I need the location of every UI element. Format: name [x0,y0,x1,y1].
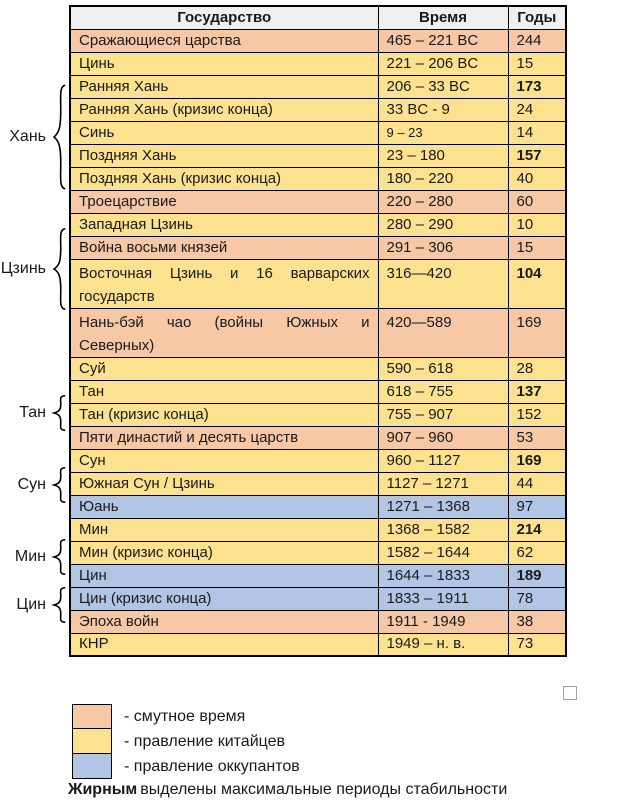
time-cell: 33 BC - 9 [378,98,508,121]
header-row [70,6,566,29]
table-row [70,308,566,357]
time-cell: 316—420 [378,259,508,308]
years-cell: 40 [508,167,566,190]
time-cell: 1644 – 1833 [378,564,508,587]
years-cell: 97 [508,495,566,518]
state-cell: Троецарствие [70,190,378,213]
note-text: выделены максимальные периоды стабильности [140,781,508,798]
time-cell: 206 – 33 BC [378,75,508,98]
legend-item-unrest [72,704,300,729]
dynasty-table [69,5,567,657]
state-cell: Тан (кризис конца) [70,403,378,426]
state-cell: Война восьми князей [70,236,378,259]
left-brace-icon [51,395,66,431]
time-cell: 755 – 907 [378,403,508,426]
legend-swatch-unrest [72,704,112,730]
years-cell: 214 [508,518,566,541]
state-cell: Сун [70,449,378,472]
group-label: Сун [17,476,46,493]
table-row [70,380,566,403]
legend-item-chinese [72,729,300,754]
state-cell: Ранняя Хань [70,75,378,98]
table-row [70,633,566,656]
time-cell: 1833 – 1911 [378,587,508,610]
group-label: Хань [9,128,46,145]
note-bold-word: Жирным [68,781,138,798]
legend-swatch-chinese [72,728,112,754]
time-cell: 280 – 290 [378,213,508,236]
state-cell: Западная Цзинь [70,213,378,236]
table-row [70,144,566,167]
table-row [70,564,566,587]
bold-note [68,781,507,799]
time-cell: 1949 – н. в. [378,633,508,656]
state-cell: Эпоха войн [70,610,378,633]
table-row [70,357,566,380]
time-cell: 9 – 23 [378,121,508,144]
table-row [70,541,566,564]
dynasty-group-jin [0,221,68,317]
table-row [70,426,566,449]
years-cell: 137 [508,380,566,403]
years-cell: 169 [508,449,566,472]
legend [72,704,300,779]
years-cell: 73 [508,633,566,656]
years-cell: 53 [508,426,566,449]
dynasty-group-tang [0,389,68,437]
time-cell: 23 – 180 [378,144,508,167]
dynasty-group-han [0,77,68,197]
legend-label: - правление оккупантов [124,757,300,775]
dynasty-group-qing [0,581,68,629]
table-row [70,52,566,75]
time-cell: 618 – 755 [378,380,508,403]
table-row [70,75,566,98]
group-label: Мин [14,548,46,565]
legend-item-occupiers [72,754,300,779]
state-cell: Поздняя Хань [70,144,378,167]
time-cell: 1127 – 1271 [378,472,508,495]
state-cell: Восточная Цзинь и 16 варварских государств [70,259,378,308]
table-row [70,587,566,610]
state-cell: Мин [70,518,378,541]
state-cell: Сражающиеся царства [70,29,378,52]
header-years: Годы [508,6,566,29]
table-row [70,213,566,236]
years-cell: 104 [508,259,566,308]
table-row [70,518,566,541]
legend-label: - правление китайцев [124,732,286,750]
table-resize-handle[interactable] [563,686,577,700]
table-row [70,472,566,495]
table-row [70,167,566,190]
time-cell: 590 – 618 [378,357,508,380]
left-brace-icon [51,587,66,623]
years-cell: 60 [508,190,566,213]
time-cell: 1368 – 1582 [378,518,508,541]
group-label: Цин [16,596,46,613]
legend-label: - смутное время [124,707,246,725]
table-row [70,121,566,144]
time-cell: 220 – 280 [378,190,508,213]
state-cell: Тан [70,380,378,403]
table-row [70,236,566,259]
state-cell: Мин (кризис конца) [70,541,378,564]
state-cell: Пяти династий и десять царств [70,426,378,449]
state-cell: Цинь [70,52,378,75]
state-cell: Нань-бэй чао (войны Южных и Северных) [70,308,378,357]
years-cell: 152 [508,403,566,426]
years-cell: 157 [508,144,566,167]
dynasty-group-ming [0,533,68,581]
state-cell: Юань [70,495,378,518]
left-brace-icon [51,227,66,311]
time-cell: 180 – 220 [378,167,508,190]
years-cell: 15 [508,236,566,259]
left-brace-icon [51,467,66,503]
table-row [70,403,566,426]
years-cell: 173 [508,75,566,98]
table-row [70,29,566,52]
dynasty-group-song [0,461,68,509]
state-cell: КНР [70,633,378,656]
group-label: Тан [19,404,46,421]
years-cell: 24 [508,98,566,121]
table-row [70,190,566,213]
state-cell: Синь [70,121,378,144]
table-row [70,495,566,518]
years-cell: 244 [508,29,566,52]
time-cell: 907 – 960 [378,426,508,449]
state-cell: Южная Сун / Цзинь [70,472,378,495]
years-cell: 10 [508,213,566,236]
state-cell: Поздняя Хань (кризис конца) [70,167,378,190]
years-cell: 78 [508,587,566,610]
state-cell: Ранняя Хань (кризис конца) [70,98,378,121]
years-cell: 169 [508,308,566,357]
time-cell: 221 – 206 BC [378,52,508,75]
state-cell: Цин [70,564,378,587]
table-row [70,98,566,121]
table-row [70,449,566,472]
time-cell: 420—589 [378,308,508,357]
table-row [70,610,566,633]
years-cell: 14 [508,121,566,144]
group-label: Цзинь [0,260,46,277]
table-row [70,259,566,308]
years-cell: 189 [508,564,566,587]
time-cell: 465 – 221 BC [378,29,508,52]
time-cell: 1582 – 1644 [378,541,508,564]
state-cell: Цин (кризис конца) [70,587,378,610]
left-brace-icon [51,539,66,575]
header-state: Государство [70,6,378,29]
time-cell: 960 – 1127 [378,449,508,472]
years-cell: 38 [508,610,566,633]
time-cell: 1911 - 1949 [378,610,508,633]
time-cell: 291 – 306 [378,236,508,259]
state-cell: Суй [70,357,378,380]
years-cell: 15 [508,52,566,75]
years-cell: 28 [508,357,566,380]
header-time: Время [378,6,508,29]
years-cell: 62 [508,541,566,564]
time-cell: 1271 – 1368 [378,495,508,518]
left-brace-icon [51,83,66,191]
legend-swatch-occupiers [72,753,112,779]
years-cell: 44 [508,472,566,495]
